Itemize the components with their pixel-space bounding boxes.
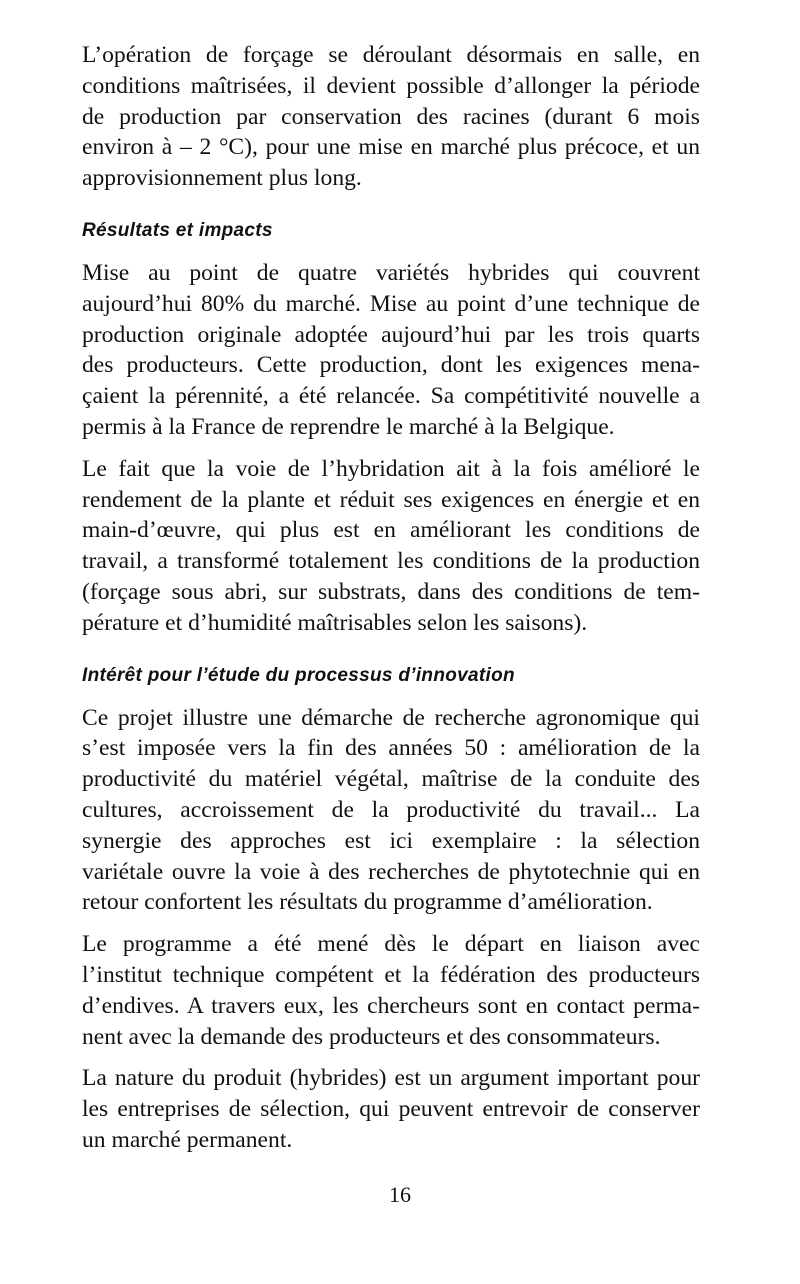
paragraph — [82, 703, 700, 919]
paragraph — [82, 929, 700, 1052]
text-line: d’endives. A travers eux, les chercheurs sont en contact perma- — [82, 992, 700, 1019]
text-line: approvisionnement plus long. — [82, 165, 362, 192]
paragraph — [82, 454, 700, 639]
text-line: nent avec la demande des producteurs et des consommateurs. — [82, 1023, 661, 1050]
text-line: conditions maîtrisées, il devient possible d’allonger la période — [82, 72, 700, 99]
text-line: productivité du matériel végétal, maîtrise de la conduite des — [82, 766, 700, 793]
text-line: un marché permanent. — [82, 1126, 293, 1153]
text-line: Mise au point de quatre variétés hybrides qui couvrent — [82, 259, 700, 286]
text-line: aujourd’hui 80% du marché. Mise au point d’une technique de — [82, 290, 700, 317]
text-line: permis à la France de reprendre le marché à la Belgique. — [82, 413, 615, 440]
text-line: main-d’œuvre, qui plus est en améliorant les conditions de — [82, 517, 700, 544]
paragraph — [82, 1063, 700, 1155]
text-line: cultures, accroissement de la productivité du travail... La — [82, 796, 700, 823]
text-line: çaient la pérennité, a été relancée. Sa compétitivité nouvelle a — [82, 383, 700, 410]
text-line: synergie des approches est ici exemplaire : la sélection — [82, 827, 700, 854]
text-line: rendement de la plante et réduit ses exigences en énergie et en — [82, 486, 700, 513]
text-line: production originale adoptée aujourd’hui par les trois quarts — [82, 321, 700, 348]
text-line: (forçage sous abri, sur substrats, dans des conditions de tem- — [82, 578, 700, 605]
text-line: Ce projet illustre une démarche de recherche agronomique qui — [82, 704, 700, 731]
text-line: environ à – 2 °C), pour une mise en marché plus précoce, et un — [82, 134, 700, 161]
page-number: 16 — [389, 1182, 411, 1207]
text-line: retour confortent les résultats du programme d’amélioration. — [82, 889, 653, 916]
text-line: L’opération de forçage se déroulant désormais en salle, en — [82, 42, 700, 68]
text-line: pérature et d’humidité maîtrisables selon les saisons). — [82, 609, 588, 636]
section-heading: Intérêt pour l’étude du processus d’innovation — [82, 664, 515, 686]
text-line: des producteurs. Cette production, dont les exigences mena- — [82, 352, 700, 379]
text-line: de production par conservation des racines (durant 6 mois — [82, 103, 700, 130]
paragraph — [82, 40, 700, 194]
text-line: variétale ouvre la voie à des recherches de phytotechnie qui en — [82, 858, 700, 885]
text-line: Le fait que la voie de l’hybridation ait à la fois amélioré le — [82, 455, 700, 482]
text-line: les entreprises de sélection, qui peuvent entrevoir de conserver — [82, 1096, 700, 1123]
text-line: l’institut technique compétent et la fédération des producteurs — [82, 961, 700, 988]
page-body — [82, 40, 700, 1167]
text-line: s’est imposée vers la fin des années 50 : amélioration de la — [82, 735, 700, 762]
paragraph — [82, 258, 700, 443]
text-line: travail, a transformé totalement les conditions de la production — [82, 548, 700, 575]
text-line: La nature du produit (hybrides) est un argument important pour — [82, 1065, 700, 1092]
section-heading: Résultats et impacts — [82, 219, 273, 241]
text-line: Le programme a été mené dès le départ en liaison avec — [82, 931, 700, 958]
